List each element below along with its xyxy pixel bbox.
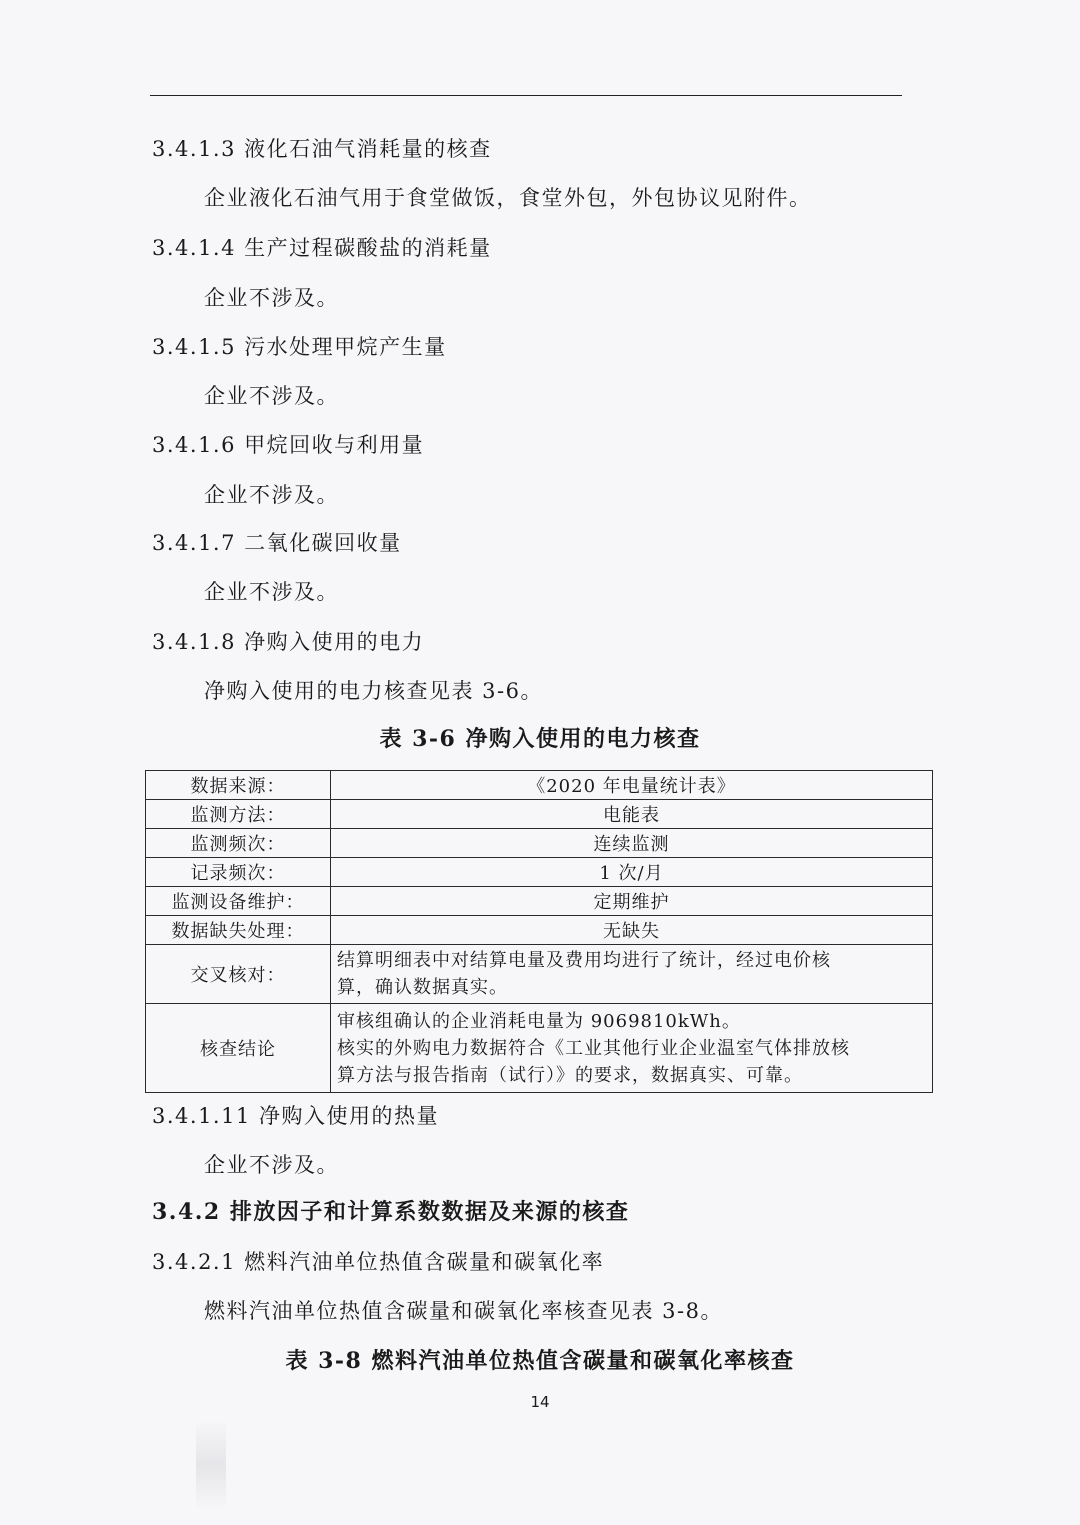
cross-check-line: 结算明细表中对结算电量及费用均进行了统计，经过电价核	[337, 950, 831, 971]
paragraph-lpg: 企业液化石油气用于食堂做饭，食堂外包，外包协议见附件。	[204, 186, 812, 210]
table-row	[146, 800, 933, 829]
table-key-cell: 监测频次：	[146, 829, 331, 858]
table-key-cell: 监测设备维护：	[146, 887, 331, 916]
table-row-conclusion	[146, 1004, 933, 1093]
heading-3-4-1-5: 3.4.1.5 污水处理甲烷产生量	[152, 335, 447, 359]
table-key-cell: 记录频次：	[146, 858, 331, 887]
paragraph-carbonate: 企业不涉及。	[204, 286, 339, 310]
heading-3-4-1-7: 3.4.1.7 二氧化碳回收量	[152, 531, 402, 555]
table-value-cell: 1 次/月	[331, 858, 933, 887]
paragraph-co2: 企业不涉及。	[204, 580, 339, 604]
table-value-cell: 无缺失	[331, 916, 933, 945]
heading-3-4-1-6: 3.4.1.6 甲烷回收与利用量	[152, 433, 425, 457]
heading-3-4-1-11: 3.4.1.11 净购入使用的热量	[152, 1104, 440, 1128]
table-row	[146, 771, 933, 800]
table-value-cell	[331, 945, 933, 1004]
scan-smudge	[196, 1420, 226, 1510]
table-3-6	[145, 770, 933, 1093]
heading-3-4-2-1: 3.4.2.1 燃料汽油单位热值含碳量和碳氧化率	[152, 1250, 605, 1274]
paragraph-heat: 企业不涉及。	[204, 1153, 339, 1177]
table-value-cell: 定期维护	[331, 887, 933, 916]
table-3-8-caption: 表 3-8 燃料汽油单位热值含碳量和碳氧化率核查	[285, 1348, 795, 1374]
paragraph-methane: 企业不涉及。	[204, 483, 339, 507]
conclusion-line: 审核组确认的企业消耗电量为 9069810kWh。	[337, 1010, 741, 1032]
table-value-cell: 电能表	[331, 800, 933, 829]
conclusion-line: 核实的外购电力数据符合《工业其他行业企业温室气体排放核	[337, 1037, 850, 1059]
table-row	[146, 887, 933, 916]
table-row	[146, 858, 933, 887]
heading-3-4-1-4: 3.4.1.4 生产过程碳酸盐的消耗量	[152, 236, 492, 260]
heading-3-4-2: 3.4.2 排放因子和计算系数数据及来源的核查	[152, 1199, 630, 1225]
table-key-cell: 数据缺失处理：	[146, 916, 331, 945]
table-value-cell	[331, 1004, 933, 1093]
paragraph-electricity: 净购入使用的电力核查见表 3-6。	[204, 679, 543, 703]
header-rule	[150, 95, 902, 96]
table-key-cell: 数据来源：	[146, 771, 331, 800]
page-number: 14	[530, 1393, 550, 1411]
heading-3-4-1-8: 3.4.1.8 净购入使用的电力	[152, 630, 425, 654]
table-row-cross-check	[146, 945, 933, 1004]
table-value-cell: 《2020 年电量统计表》	[331, 771, 933, 800]
table-row	[146, 916, 933, 945]
table-key-cell: 监测方法：	[146, 800, 331, 829]
heading-3-4-1-3: 3.4.1.3 液化石油气消耗量的核查	[152, 137, 492, 161]
table-3-6-caption: 表 3-6 净购入使用的电力核查	[379, 726, 701, 752]
conclusion-line: 算方法与报告指南（试行）》的要求，数据真实、可靠。	[337, 1064, 803, 1086]
paragraph-wastewater: 企业不涉及。	[204, 384, 339, 408]
cross-check-line: 算，确认数据真实。	[337, 977, 508, 998]
paragraph-gasoline: 燃料汽油单位热值含碳量和碳氧化率核查见表 3-8。	[204, 1299, 723, 1323]
table-row	[146, 829, 933, 858]
table-key-cell: 核查结论	[146, 1004, 331, 1093]
table-value-cell: 连续监测	[331, 829, 933, 858]
table-key-cell: 交叉核对：	[146, 945, 331, 1004]
